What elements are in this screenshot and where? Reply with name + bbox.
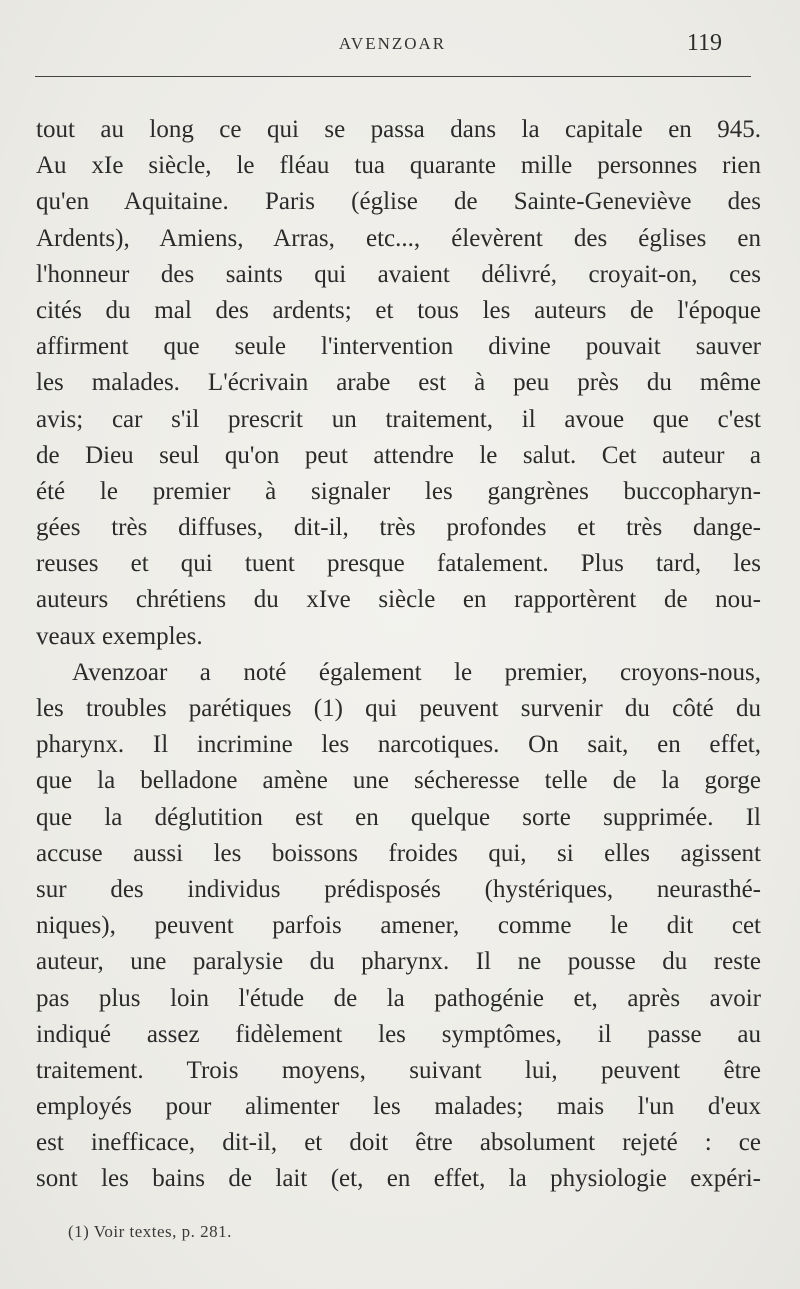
text-line: veaux exemples. bbox=[36, 622, 203, 650]
text-line: de Dieu seul qu'on peut attendre le salut. Cet auteur a bbox=[36, 441, 761, 469]
running-head: AVENZOAR bbox=[338, 34, 447, 53]
text-line: accuse aussi les boissons froides qui, si elles agissent bbox=[36, 839, 761, 867]
text-line: est inefficace, dit-il, et doit être absolument rejeté : ce bbox=[36, 1129, 761, 1157]
text-line: pas plus loin l'étude de la pathogénie et, après avoir bbox=[36, 984, 761, 1012]
text-line: l'honneur des saints qui avaient délivré, croyait-on, ces bbox=[36, 260, 761, 288]
text-line: les troubles parétiques (1) qui peuvent survenir du côté du bbox=[36, 695, 761, 722]
page-number: 119 bbox=[686, 30, 722, 56]
text-line: gées très diffuses, dit-il, très profondes et très dange- bbox=[36, 514, 761, 542]
text-line: qu'en Aquitaine. Paris (église de Sainte-Geneviève des bbox=[36, 188, 761, 216]
text-line: indiqué assez fidèlement les symptômes, il passe au bbox=[36, 1020, 761, 1048]
text-line: cités du mal des ardents; et tous les auteurs de l'époque bbox=[36, 296, 761, 324]
text-line: que la déglutition est en quelque sorte supprimée. Il bbox=[36, 803, 761, 831]
text-line: Avenzoar a noté également le premier, croyons-nous, bbox=[72, 658, 761, 686]
text-line: que la belladone amène une sécheresse telle de la gorge bbox=[36, 767, 761, 795]
text-line: avis; car s'il prescrit un traitement, il avoue que c'est bbox=[36, 405, 761, 433]
text-line: traitement. Trois moyens, suivant lui, peuvent être bbox=[36, 1056, 761, 1084]
text-line: employés pour alimenter les malades; mais l'un d'eux bbox=[36, 1093, 761, 1121]
text-line: Au xIe siècle, le fléau tua quarante mille personnes rien bbox=[36, 152, 761, 180]
page-header bbox=[35, 30, 750, 74]
text-line: auteur, une paralysie du pharynx. Il ne pousse du reste bbox=[36, 948, 761, 976]
header-rule bbox=[35, 76, 751, 77]
text-line: sur des individus prédisposés (hystériques, neurasthé- bbox=[36, 875, 761, 903]
text-line: tout au long ce qui se passa dans la capitale en 945. bbox=[36, 116, 761, 143]
text-line: pharynx. Il incrimine les narcotiques. On sait, en effet, bbox=[36, 731, 761, 759]
text-line: auteurs chrétiens du xIve siècle en rapportèrent de nou- bbox=[36, 586, 761, 614]
text-line: sont les bains de lait (et, en effet, la physiologie expéri- bbox=[36, 1165, 761, 1193]
text-line: niques), peuvent parfois amener, comme le dit cet bbox=[36, 912, 761, 940]
body-text bbox=[36, 112, 761, 1198]
text-line: reuses et qui tuent presque fatalement. Plus tard, les bbox=[36, 550, 761, 578]
text-line: affirment que seule l'intervention divine pouvait sauver bbox=[36, 333, 761, 361]
text-line: les malades. L'écrivain arabe est à peu près du même bbox=[36, 369, 761, 397]
footnote: (1) Voir textes, p. 281. bbox=[68, 1222, 232, 1241]
text-line: été le premier à signaler les gangrènes buccopharyn- bbox=[36, 477, 761, 505]
text-line: Ardents), Amiens, Arras, etc..., élevèrent des églises en bbox=[36, 224, 761, 252]
